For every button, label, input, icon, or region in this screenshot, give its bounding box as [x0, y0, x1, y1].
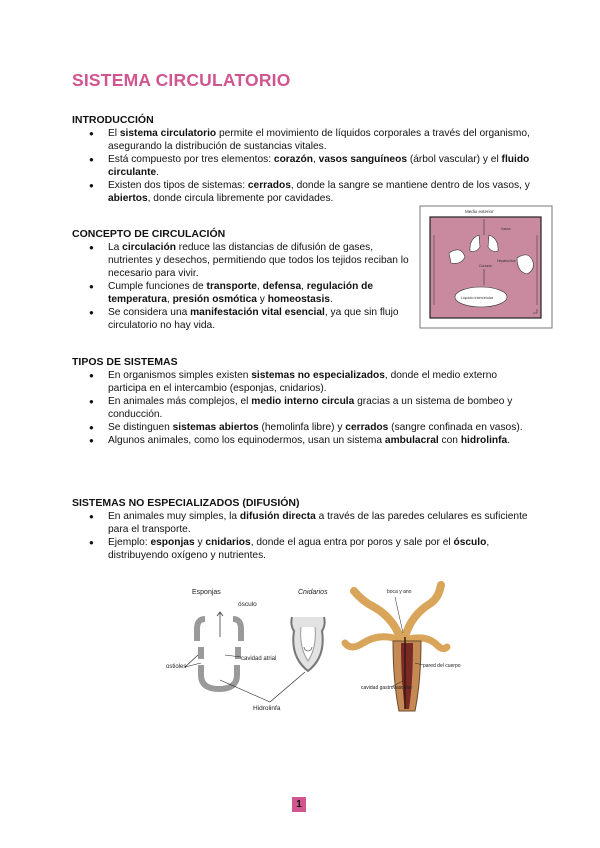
- label-pared-cuerpo: pared del cuerpo: [423, 663, 461, 669]
- noesp-list: [72, 510, 534, 562]
- label-hepatocitos: Hepatocitos: [497, 259, 516, 263]
- intro-list: [72, 127, 532, 205]
- list-item: ● Se considera una manifestación vital esencial, ya que sin flujo circulatorio no hay vida.: [72, 306, 410, 332]
- list-item: ● Está compuesto por tres elementos: corazón, vasos sanguíneos (árbol vascular) y el fluido circulante.: [72, 153, 532, 179]
- list-item: ● En animales muy simples, la difusión directa a través de las paredes celulares es suficiente para el transporte.: [72, 510, 534, 536]
- label-corazon: Corazón: [479, 264, 493, 268]
- list-item: ● La circulación reduce las distancias de difusión de gases, nutrientes y desechos, permitiendo que todos los tejidos reciban lo necesario para vivir.: [72, 241, 410, 280]
- page-title: SISTEMA CIRCULATORIO: [72, 70, 291, 90]
- section-heading-concepto: CONCEPTO DE CIRCULACIÓN: [72, 228, 226, 240]
- page-number: 1: [292, 797, 306, 812]
- list-item: ● Existen dos tipos de sistemas: cerrados, donde la sangre se mantiene dentro de los vasos, y abiertos, donde circula libremente por cavidades.: [72, 179, 532, 205]
- label-cnidarios: Cnidarios: [298, 589, 328, 596]
- tipos-list: [72, 369, 534, 447]
- list-item: ● Ejemplo: esponjas y cnidarios, donde el agua entra por poros y sale por el ósculo, distribuyendo oxígeno y nutrientes.: [72, 536, 534, 562]
- section-heading-tipos: TIPOS DE SISTEMAS: [72, 356, 178, 368]
- label-medio-exterior: Medio exterior: [465, 209, 494, 214]
- label-osculo: ósculo: [238, 601, 257, 608]
- label-vasos: Vasos: [501, 227, 511, 231]
- label-liquido-intercelular: Líquido intercelular: [461, 296, 494, 300]
- circulation-diagram: [419, 205, 553, 329]
- label-esponjas: Esponjas: [192, 589, 221, 596]
- list-item: ● En organismos simples existen sistemas no especializados, donde el medio externo participa en el intercambio (esponjas, cnidarios).: [72, 369, 534, 395]
- section-heading-intro: INTRODUCCIÓN: [72, 114, 154, 126]
- list-item: ● En animales más complejos, el medio interno circula gracias a un sistema de bombeo y conducción.: [72, 395, 534, 421]
- concepto-list: [72, 241, 410, 332]
- sponge-cnidarian-figure: [165, 577, 465, 717]
- list-item: ● Cumple funciones de transporte, defensa, regulación de temperatura, presión osmótica y homeostasis.: [72, 280, 410, 306]
- label-hidrolinfa: Hidrolinfa: [253, 705, 281, 712]
- section-heading-no-especializados: SISTEMAS NO ESPECIALIZADOS (DIFUSIÓN): [72, 497, 300, 509]
- list-item: ● Se distinguen sistemas abiertos (hemolinfa libre) y cerrados (sangre confinada en vasos).: [72, 421, 534, 434]
- label-cavidad-gastrovascular: cavidad gastrovascular: [361, 685, 413, 691]
- list-item: ● El sistema circulatorio permite el movimiento de líquidos corporales a través del organismo, asegurando la distribución de sustancias vitales.: [72, 127, 532, 153]
- label-ostioles: ostioles: [166, 664, 187, 670]
- label-cavidad-atrial: cavidad atrial: [241, 656, 277, 662]
- list-item: ● Algunos animales, como los equinodermos, usan un sistema ambulacral con hidrolinfa.: [72, 434, 534, 447]
- label-boca-ano: boca y ano: [387, 589, 412, 595]
